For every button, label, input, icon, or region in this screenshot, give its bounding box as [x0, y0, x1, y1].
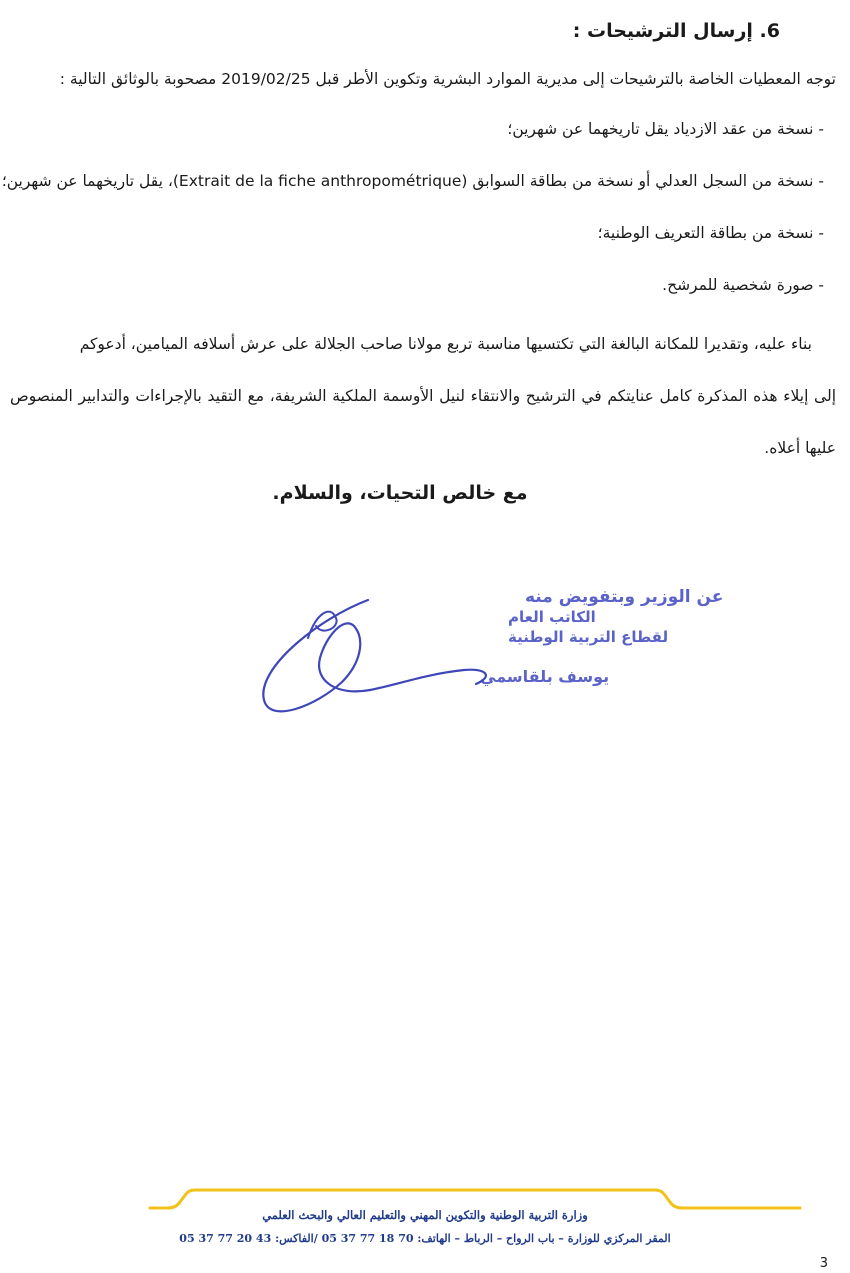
handwritten-signature-mark: [263, 600, 486, 711]
signature-stamp-graphic: [250, 578, 724, 718]
list-item: - نسخة من بطاقة التعريف الوطنية؛: [597, 224, 824, 242]
stamp-line1: عن الوزير وبتفويض منه: [525, 587, 724, 607]
list-item: - صورة شخصية للمرشح.: [662, 276, 824, 294]
intro-text: توجه المعطيات الخاصة بالترشيحات إلى مديرية الموارد البشرية وتكوين الأطر قبل 2019/02/25 مصحوبة بالوثائق التالية :: [59, 70, 836, 88]
paragraph-first-line: بناء عليه، وتقديرا للمكانة البالغة التي تكتسيها مناسبة تربع مولانا صاحب الجلالة على عرش أسلافه الميامين، أدعوكم: [79, 335, 812, 353]
stamp-line4: يوسف بلقاسمي: [480, 667, 610, 686]
body-paragraph: [10, 318, 836, 474]
footer-ministry-name: وزارة التربية الوطنية والتكوين المهني والتعليم العالي والبحث العلمي: [262, 1208, 588, 1222]
signature-stamp: [250, 578, 724, 718]
paragraph-rest: إلى إيلاء هذه المذكرة كامل عنايتكم في الترشيح والانتقاء لنيل الأوسمة الملكية الشريفة، مع التقيد بالإجراءات والتدابير المنصوص عليها أعلاه.: [10, 387, 836, 457]
section-heading: 6. إرسال الترشيحات :: [572, 20, 780, 42]
required-documents-list: [1, 118, 824, 326]
stamp-line2: الكاتب العام: [508, 608, 596, 626]
list-item: - نسخة من السجل العدلي أو نسخة من بطاقة السوابق (Extrait de la fiche anthropométrique)، يقل تاريخهما عن شهرين؛: [1, 172, 824, 190]
stamp-line3: لقطاع التربية الوطنية: [508, 628, 669, 646]
page-number: 3: [819, 1256, 828, 1271]
list-item: - نسخة من عقد الازدياد يقل تاريخهما عن شهرين؛: [507, 120, 824, 138]
closing-greeting: مع خالص التحيات، والسلام.: [272, 482, 528, 504]
footer-address: المقر المركزي للوزارة – باب الرواح – الرباط – الهاتف: 70 18 77 37 05 /الفاكس: 43 20 77 37 05: [179, 1232, 671, 1245]
page-footer: [0, 1186, 850, 1256]
